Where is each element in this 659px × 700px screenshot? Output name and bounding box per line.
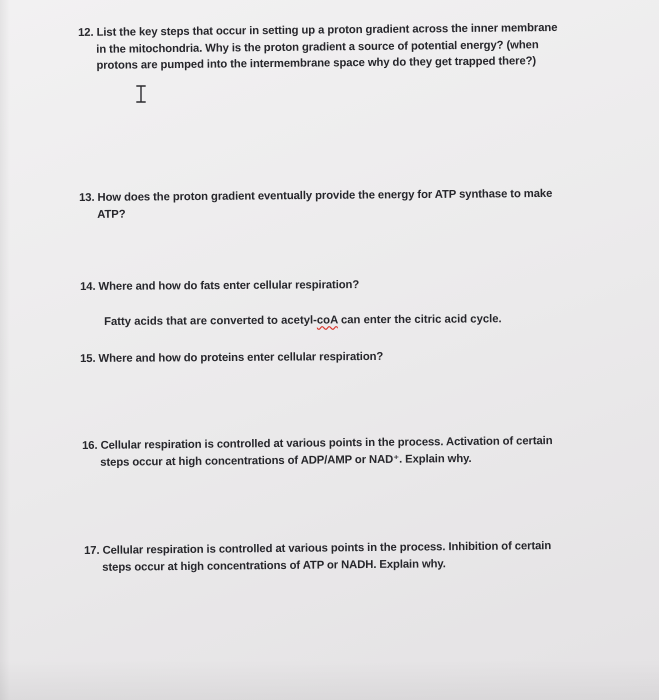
question-17-line-2: steps occur at high concentrations of ATP or NADH. Explain why. <box>102 557 446 574</box>
text-cursor-icon <box>134 84 148 104</box>
question-14-line-1: 14. Where and how do fats enter cellular respiration? <box>80 279 360 293</box>
question-16-line-2: steps occur at high concentrations of ADP/AMP or NAD⁺. Explain why. <box>100 452 472 469</box>
page-shadow-left <box>0 0 10 700</box>
question-16 <box>82 433 553 471</box>
question-12-line-3: protons are pumped into the intermembrane space why do they get trapped there?) <box>96 55 537 72</box>
question-13-number: 13. <box>79 191 95 204</box>
question-13 <box>79 186 552 223</box>
misspelled-word-coa: coA <box>316 314 338 327</box>
question-16-number: 16. <box>82 439 98 452</box>
question-15 <box>80 349 383 368</box>
question-14-number: 14. <box>80 280 96 293</box>
question-17-line-1: 17. Cellular respiration is controlled at various points in the process. Inhibition of certain <box>84 540 552 557</box>
question-12-line-2: in the mitochondria. Why is the proton gradient a source of potential energy? (when <box>96 38 539 56</box>
page-shadow-bottom <box>0 660 659 700</box>
question-16-line-1: 16. Cellular respiration is controlled at various points in the process. Activation of certain <box>82 435 553 452</box>
question-17 <box>84 538 551 576</box>
question-12-line-1: 12. List the key steps that occur in setting up a proton gradient across the inner membrane <box>78 21 558 39</box>
question-14 <box>80 277 359 295</box>
question-12-number: 12. <box>78 26 94 39</box>
question-13-line-1: 13. How does the proton gradient eventually provide the energy for ATP synthase to make <box>79 187 553 204</box>
question-12 <box>78 20 558 75</box>
question-15-number: 15. <box>80 352 96 365</box>
question-15-line-1: 15. Where and how do proteins enter cellular respiration? <box>80 350 384 365</box>
question-17-number: 17. <box>84 544 100 557</box>
question-14-answer: Fatty acids that are converted to acetyl-coA can enter the citric acid cycle. <box>104 313 502 328</box>
question-13-line-2: ATP? <box>97 208 126 221</box>
